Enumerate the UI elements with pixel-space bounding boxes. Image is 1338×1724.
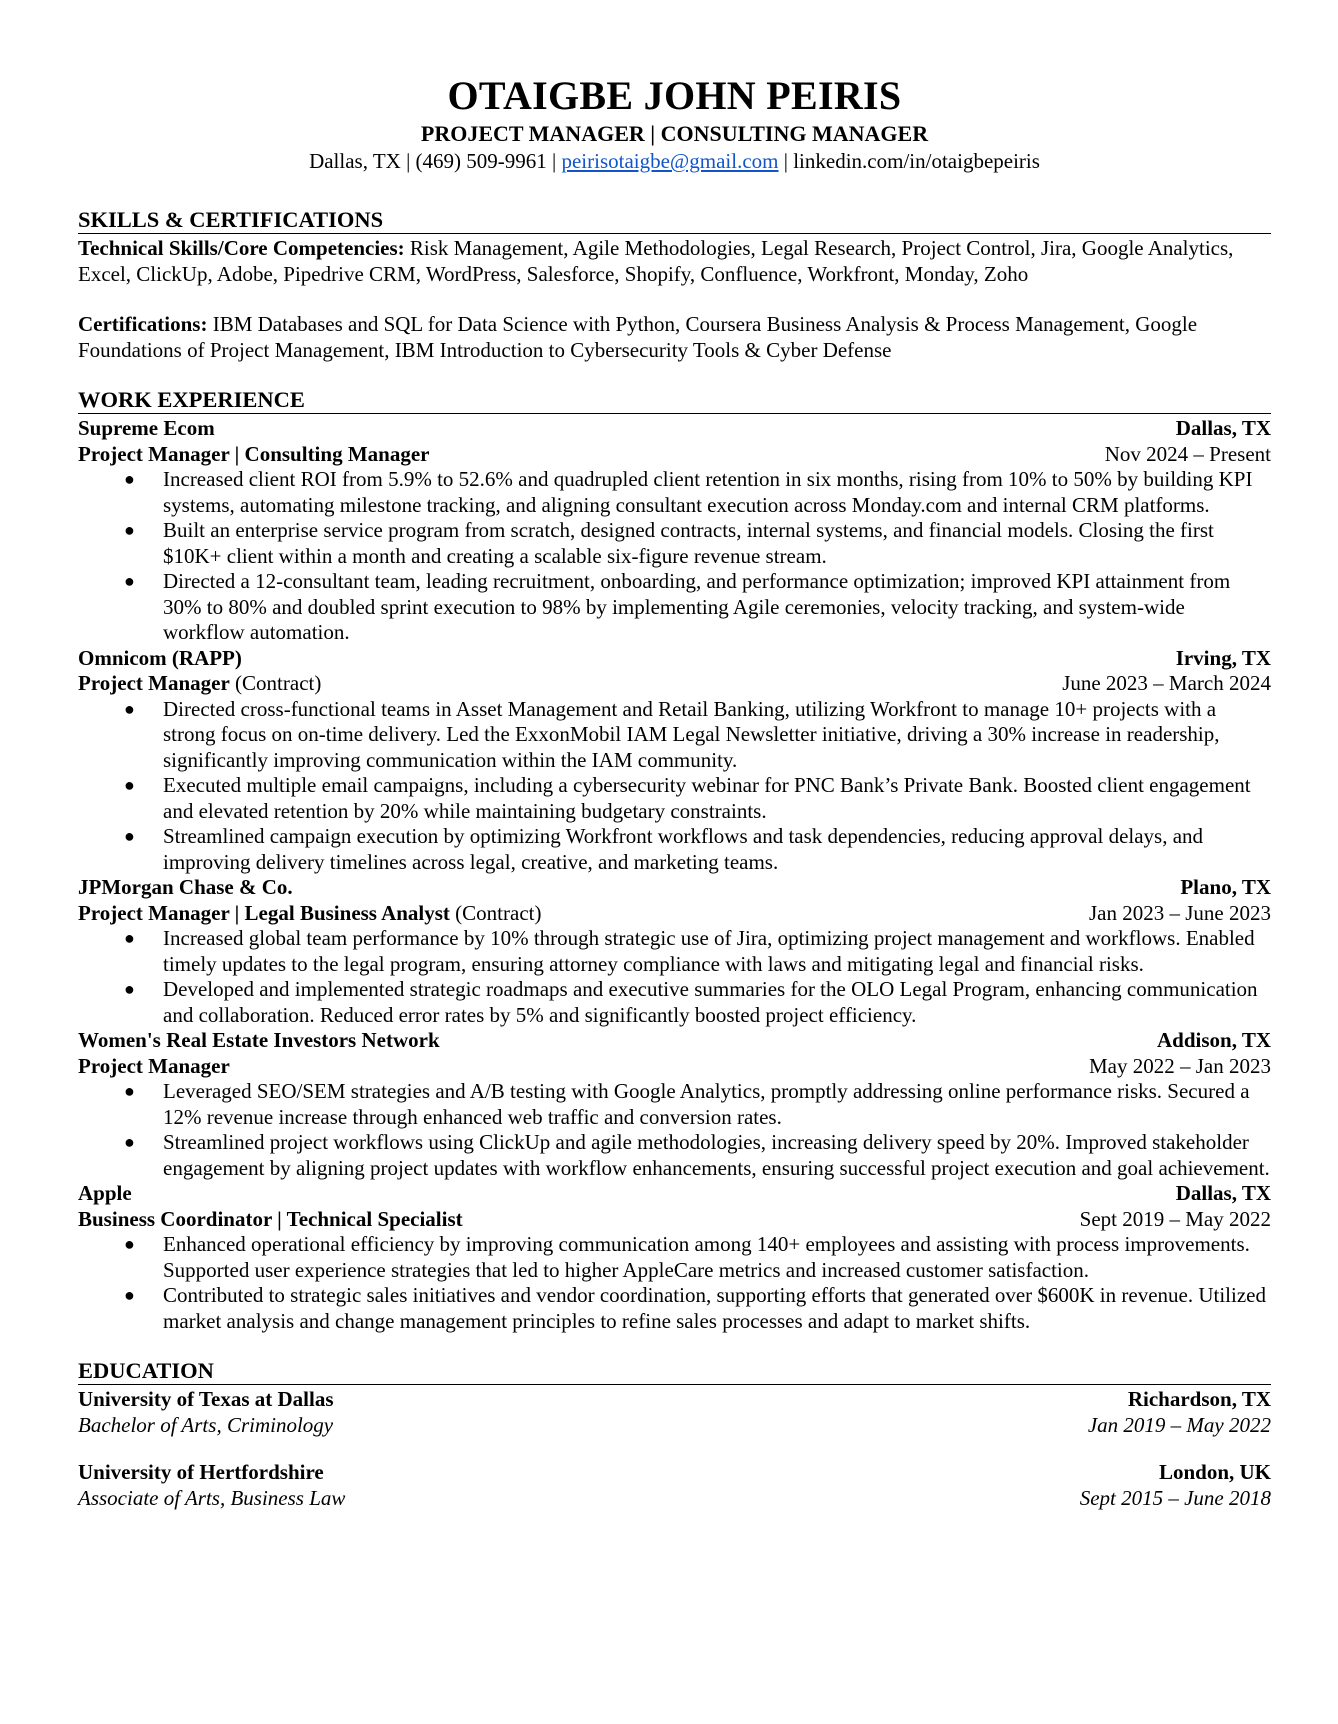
- bullet-icon: ●: [124, 1285, 135, 1305]
- job-bullet-text: Streamlined project workflows using ClickUp and agile methodologies, increasing delivery speed by 20%. Improved stakeholder engagement by aligning project updates with workflow enhancements, ensuring successful project execution and goal achievement.: [163, 1130, 1270, 1180]
- education-entry: [78, 1460, 1271, 1511]
- degree-row: [78, 1413, 1271, 1439]
- spacer: [78, 287, 1271, 312]
- job-role: Business Coordinator | Technical Specialist: [78, 1206, 463, 1231]
- technical-skills: [78, 236, 1271, 287]
- job-role: Project Manager: [78, 1053, 230, 1078]
- education-list: [78, 1387, 1271, 1511]
- job-company: Supreme Ecom: [78, 416, 215, 440]
- job-role-wrap: [78, 1207, 463, 1233]
- linkedin-text: | linkedin.com/in/otaigbepeiris: [778, 149, 1040, 173]
- education-section-title: EDUCATION: [78, 1358, 1271, 1385]
- job-bullet-text: Leveraged SEO/SEM strategies and A/B testing with Google Analytics, promptly addressing online performance risks. Secured a 12% revenue increase through enhanced web traffic and conversion rates.: [163, 1079, 1250, 1129]
- school-row: [78, 1460, 1271, 1486]
- degree-dates: Jan 2019 – May 2022: [1087, 1412, 1271, 1437]
- job-bullet-text: Increased global team performance by 10% through strategic use of Jira, optimizing project management and workflows. Enabled timely updates to the legal program, ensuring attorney compliance with laws and mitigating legal and financial risks.: [163, 926, 1255, 976]
- bullet-icon: ●: [124, 698, 135, 719]
- job-bullet: [78, 1283, 1271, 1334]
- job-location: Addison, TX: [1156, 1028, 1271, 1052]
- job-company-row: [78, 646, 1271, 672]
- school-name: University of Hertfordshire: [78, 1460, 324, 1484]
- bullet-icon: ●: [124, 571, 135, 591]
- degree: Bachelor of Arts, Criminology: [78, 1412, 334, 1437]
- job-location: Irving, TX: [1175, 645, 1271, 670]
- job-bullet: [78, 569, 1271, 646]
- school-location: London, UK: [1158, 1460, 1271, 1484]
- degree: Associate of Arts, Business Law: [78, 1485, 346, 1510]
- job-role: Project Manager: [78, 671, 230, 695]
- job-bullet: [78, 773, 1271, 824]
- certifications: [78, 312, 1271, 363]
- job-bullet: [78, 518, 1271, 569]
- degree-row: [78, 1486, 1271, 1512]
- job-role-row: [78, 442, 1271, 468]
- job-location: Plano, TX: [1180, 875, 1271, 899]
- job-bullet-text: Enhanced operational efficiency by improving communication among 140+ employees and assisting with process improvements. Supported user experience strategies that led to higher AppleCare metrics and increased customer satisfaction.: [163, 1232, 1250, 1282]
- job-role-wrap: [78, 901, 541, 927]
- job-role-row: [78, 671, 1271, 697]
- job-company-row: [78, 875, 1271, 901]
- job-role-row: [78, 1207, 1271, 1233]
- job-bullet-text: Streamlined campaign execution by optimizing Workfront workflows and task dependencies, reducing approval delays, and improving delivery timelines across legal, creative, and marketing teams.: [163, 824, 1204, 874]
- job-role-wrap: [78, 1054, 230, 1080]
- job-bullet: [78, 1079, 1271, 1130]
- job-bullet: [78, 977, 1271, 1028]
- email-link[interactable]: peirisotaigbe@gmail.com: [561, 149, 779, 173]
- job-bullet-text: Contributed to strategic sales initiatives and vendor coordination, supporting efforts that generated over $600K in revenue. Utilized market analysis and change management principles to refine sales processes and adapt to market shifts.: [163, 1283, 1266, 1333]
- experience-section-title: WORK EXPERIENCE: [78, 387, 1271, 414]
- job-bullet-text: Directed cross-functional teams in Asset Management and Retail Banking, utilizing Workfront to manage 10+ projects with a strong focus on on-time delivery. Led the ExxonMobil IAM Legal Newsletter initiative, driving a 30% increase in readership, significantly improving communication within the IAM community.: [163, 696, 1220, 772]
- job-dates: May 2022 – Jan 2023: [1089, 1053, 1271, 1078]
- job-role-wrap: [78, 671, 321, 697]
- bullet-icon: ●: [124, 1132, 135, 1152]
- bullet-icon: ●: [124, 826, 135, 846]
- job-bullet: [78, 467, 1271, 518]
- job-dates: Jan 2023 – June 2023: [1089, 900, 1271, 925]
- bullet-icon: ●: [124, 1081, 135, 1101]
- skills-section-title: SKILLS & CERTIFICATIONS: [78, 207, 1271, 234]
- job-bullets: [78, 697, 1271, 876]
- job-bullet-text: Developed and implemented strategic roadmaps and executive summaries for the OLO Legal Program, enhancing communication and collaboration. Reduced error rates by 5% and significantly boosted project efficiency.: [163, 977, 1258, 1027]
- job-dates: Sept 2019 – May 2022: [1079, 1206, 1271, 1231]
- certifications-label: Certifications:: [78, 312, 208, 336]
- job-bullet: [78, 824, 1271, 875]
- job-bullet: [78, 926, 1271, 977]
- job-entry: [78, 1181, 1271, 1334]
- job-entry: [78, 1028, 1271, 1181]
- school-row: [78, 1387, 1271, 1413]
- job-company-row: [78, 416, 1271, 442]
- job-bullet: [78, 1130, 1271, 1181]
- location-phone: Dallas, TX | (469) 509-9961 |: [309, 149, 562, 173]
- job-entry: [78, 416, 1271, 646]
- job-bullets: [78, 1232, 1271, 1334]
- resume-page: [78, 72, 1271, 1511]
- job-company-row: [78, 1181, 1271, 1207]
- job-role-row: [78, 901, 1271, 927]
- job-role-wrap: [78, 442, 429, 468]
- bullet-icon: ●: [124, 928, 135, 948]
- bullet-icon: ●: [124, 469, 135, 489]
- school-name: University of Texas at Dallas: [78, 1387, 334, 1411]
- job-bullet: [78, 1232, 1271, 1283]
- job-bullet-text: Directed a 12-consultant team, leading recruitment, onboarding, and performance optimization; improved KPI attainment from 30% to 80% and doubled sprint execution to 98% by implementing Agile ceremonies, velocity tracking, and system-wide workflow automation.: [163, 569, 1231, 644]
- job-bullet-text: Increased client ROI from 5.9% to 52.6% and quadrupled client retention in six months, rising from 10% to 50% by building KPI systems, automating milestone tracking, and aligning consultant execution across Monday.com and internal CRM platforms.: [163, 467, 1253, 517]
- job-dates: June 2023 – March 2024: [1062, 671, 1271, 695]
- technical-skills-label: Technical Skills/Core Competencies:: [78, 236, 405, 260]
- contact-line: [78, 148, 1271, 174]
- resume-header: [78, 72, 1271, 174]
- job-company: Apple: [78, 1181, 132, 1205]
- bullet-icon: ●: [124, 775, 135, 795]
- job-bullet-text: Built an enterprise service program from scratch, designed contracts, internal systems, and financial models. Closing the first $10K+ client within a month and creating a scalable six-figure revenue stream.: [163, 518, 1214, 568]
- job-location: Dallas, TX: [1175, 1181, 1271, 1205]
- job-list: [78, 416, 1271, 1334]
- degree-dates: Sept 2015 – June 2018: [1079, 1485, 1271, 1510]
- technical-skills-text: Risk Management, Agile Methodologies, Legal Research, Project Control, Jira, Google Analytics, Excel, ClickUp, Adobe, Pipedrive CRM, WordPress, Salesforce, Shopify, Confluence, Workfront, Monday, Zoho: [78, 236, 1234, 286]
- school-location: Richardson, TX: [1127, 1387, 1271, 1411]
- education-entry: [78, 1387, 1271, 1438]
- job-company: JPMorgan Chase & Co.: [78, 875, 293, 899]
- job-bullets: [78, 467, 1271, 646]
- candidate-headline: PROJECT MANAGER | CONSULTING MANAGER: [420, 121, 929, 146]
- candidate-name: OTAIGBE JOHN PEIRIS: [447, 73, 902, 118]
- job-role-suffix: (Contract): [229, 671, 322, 695]
- job-bullet-text: Executed multiple email campaigns, including a cybersecurity webinar for PNC Bank’s Private Bank. Boosted client engagement and elevated retention by 20% while maintaining budgetary constraints.: [163, 773, 1251, 823]
- job-entry: [78, 875, 1271, 1028]
- job-bullets: [78, 1079, 1271, 1181]
- bullet-icon: ●: [124, 979, 135, 999]
- job-role: Project Manager | Consulting Manager: [78, 441, 430, 466]
- job-company: Omnicom (RAPP): [78, 645, 242, 670]
- job-role: Project Manager | Legal Business Analyst: [78, 900, 450, 925]
- job-bullet: [78, 697, 1271, 774]
- job-location: Dallas, TX: [1175, 416, 1271, 440]
- bullet-icon: ●: [124, 520, 135, 540]
- job-dates: Nov 2024 – Present: [1104, 441, 1271, 466]
- job-entry: [78, 646, 1271, 876]
- job-role-suffix: (Contract): [449, 900, 542, 925]
- job-role-row: [78, 1054, 1271, 1080]
- job-company: Women's Real Estate Investors Network: [78, 1028, 440, 1052]
- job-company-row: [78, 1028, 1271, 1054]
- job-bullets: [78, 926, 1271, 1028]
- certifications-text: IBM Databases and SQL for Data Science with Python, Coursera Business Analysis & Process Management, Google Foundations of Project Management, IBM Introduction to Cybersecurity Tools & Cyber Defense: [78, 312, 1198, 362]
- bullet-icon: ●: [124, 1234, 135, 1254]
